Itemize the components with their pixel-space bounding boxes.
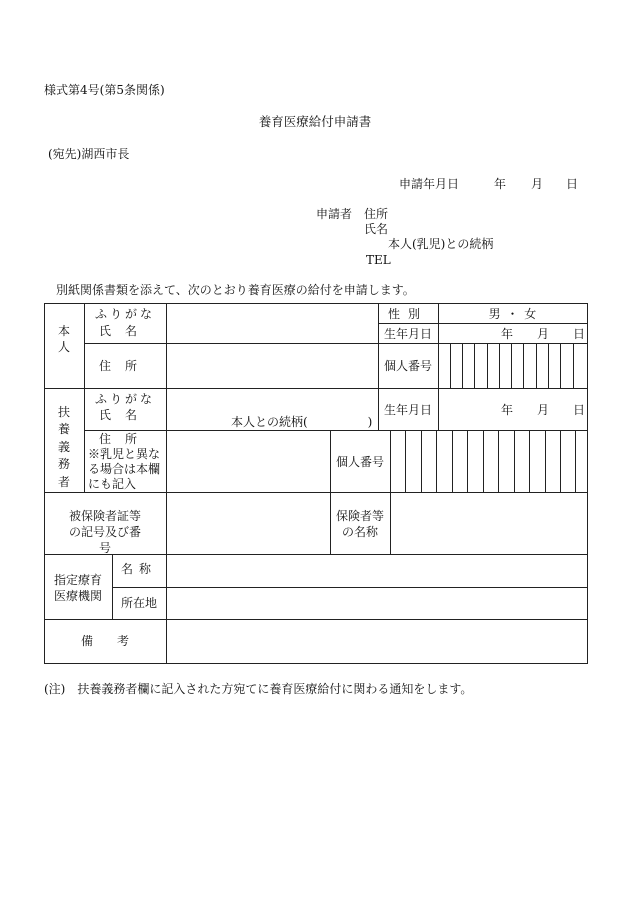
principal-sex-options[interactable]: 男 ・ 女 xyxy=(488,307,538,321)
addressee: (宛先)湖西市長 xyxy=(48,147,130,161)
remarks-label: 備 考 xyxy=(80,634,129,648)
guardian-dob-label: 生年月日 xyxy=(383,403,432,417)
principal-section-label: 本人 xyxy=(57,324,70,355)
institution-name-label: 名称 xyxy=(120,562,157,576)
guardian-dob-year: 年 xyxy=(501,403,514,417)
principal-dob-month: 月 xyxy=(537,327,550,341)
guardian-address-label: 住所 xyxy=(98,432,151,446)
principal-furigana-label: ふりがな xyxy=(94,307,155,321)
principal-address-label: 住所 xyxy=(98,359,151,373)
form-title: 養育医療給付申請書 xyxy=(258,114,372,129)
guardian-furigana-label: ふりがな xyxy=(94,392,155,406)
application-date-label: 申請年月日 xyxy=(399,177,460,191)
intro-text: 別紙関係書類を添えて、次のとおり養育医療の給付を申請します。 xyxy=(56,283,415,297)
guardian-address-note: ※乳児と異なる場合は本欄にも記入 xyxy=(88,447,161,491)
application-date-month: 月 xyxy=(531,177,544,191)
principal-sex-label: 性別 xyxy=(387,307,428,321)
guardian-relationship-label: 本人との続柄( ) xyxy=(231,415,373,429)
guardian-dob-month: 月 xyxy=(537,403,550,417)
principal-dob-day: 日 xyxy=(573,327,586,341)
applicant-name-label: 氏名 xyxy=(364,222,389,236)
application-date-day: 日 xyxy=(566,177,579,191)
institution-location-label: 所在地 xyxy=(120,596,157,610)
principal-dob-year: 年 xyxy=(501,327,514,341)
applicant-relationship-label: 本人(乳児)との続柄 xyxy=(388,237,494,251)
principal-name-label: 氏名 xyxy=(98,324,151,338)
footnote: (注) 扶養義務者欄に記入された方宛てに養育医療給付に関わる通知をします。 xyxy=(44,682,473,696)
application-date-year: 年 xyxy=(494,177,507,191)
guardian-section-label: 扶養義務者 xyxy=(57,405,70,489)
applicant-label: 申請者 xyxy=(316,207,353,221)
institution-section-label: 指定療育医療機関 xyxy=(54,573,103,603)
guardian-personal-number-label: 個人番号 xyxy=(335,455,384,469)
principal-dob-label: 生年月日 xyxy=(383,327,432,341)
principal-personal-number-label: 個人番号 xyxy=(383,359,432,373)
insurance-card-label: 被保険者証等の記号及び番号 xyxy=(68,509,141,555)
insurer-name-label: 保険者等の名称 xyxy=(336,509,385,539)
applicant-address-label: 住所 xyxy=(364,207,389,221)
applicant-tel-label: TEL xyxy=(366,253,391,267)
guardian-name-label: 氏名 xyxy=(98,408,151,422)
guardian-dob-day: 日 xyxy=(573,403,586,417)
form-number: 様式第4号(第5条関係) xyxy=(44,83,165,97)
